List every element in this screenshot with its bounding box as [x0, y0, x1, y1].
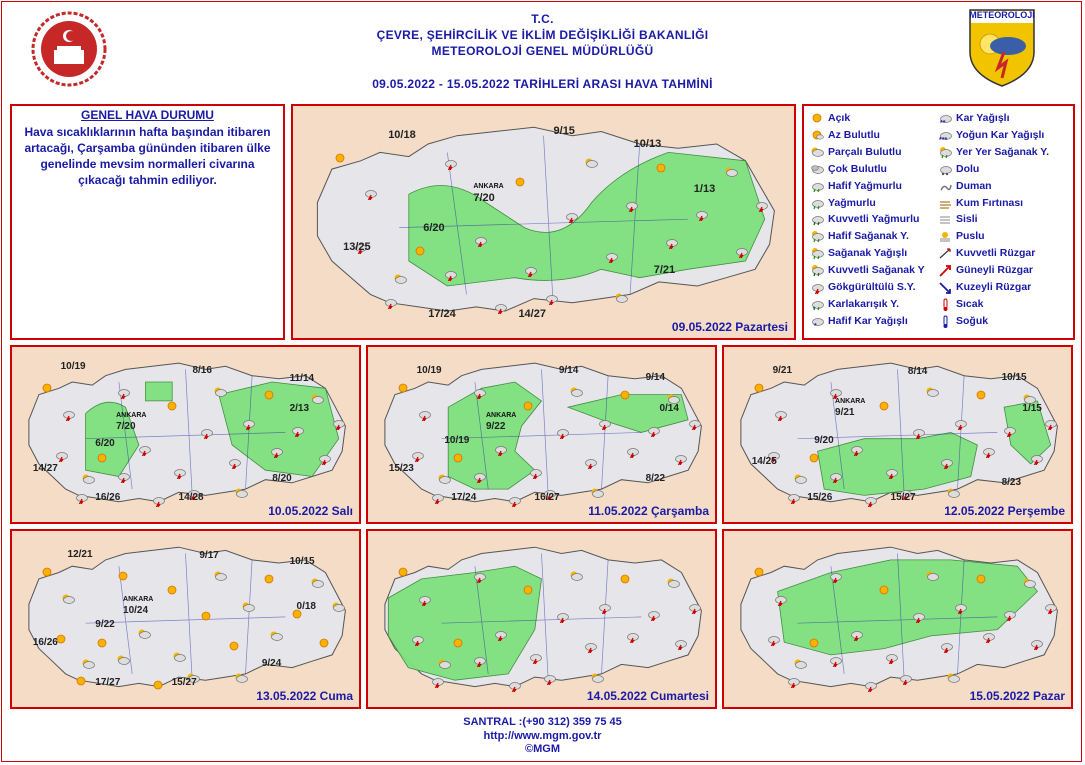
temperature-label: 10/18 — [388, 129, 416, 142]
legend-item-heavy-snow — [938, 129, 1044, 141]
temperature-label: 14/28 — [178, 492, 204, 503]
light-shower-icon — [810, 230, 824, 242]
heavy-shower-icon — [810, 264, 824, 276]
legend-label: Hafif Yağmurlu — [828, 179, 902, 192]
legend-item-hail — [938, 163, 979, 175]
temperature-label: 9/15 — [553, 124, 575, 137]
temperature-label: 17/24 — [428, 308, 456, 320]
footer-url[interactable]: http://www.mgm.gov.tr — [483, 730, 602, 742]
legend-label: Sisli — [956, 213, 978, 226]
legend-label: Hafif Kar Yağışlı — [828, 314, 908, 327]
temperature-label: 10/15 — [1001, 371, 1027, 383]
temperature-label: 8/16 — [192, 364, 212, 376]
temperature-label: 15/27 — [890, 492, 916, 503]
temperature-label: 17/24 — [451, 492, 477, 503]
legend-label: Sağanak Yağışlı — [828, 247, 908, 260]
legend-item-hot — [938, 298, 983, 310]
header-date-range: 09.05.2022 - 15.05.2022 TARİHLERİ ARASI HAVA TAHMİNİ — [372, 77, 713, 91]
temperature-label: 9/21 — [772, 364, 793, 376]
legend-item-sun-cloud — [810, 146, 902, 158]
temperature-label: 9/17 — [199, 550, 219, 562]
legend-label: Açık — [828, 112, 851, 124]
legend-item-sun-small-cloud — [810, 129, 880, 141]
general-weather-title: GENEL HAVA DURUMU — [81, 108, 214, 122]
general-weather-box — [10, 104, 285, 340]
legend-label: Puslu — [956, 230, 985, 243]
header-line1: T.C. — [531, 12, 554, 26]
temperature-label: 11/14 — [289, 373, 315, 385]
cloud-icon — [810, 163, 824, 175]
map-day-label: 15.05.2022 Pazar — [969, 689, 1065, 703]
temperature-label: 1/15 — [1022, 403, 1042, 414]
legend-item-heavy-rain — [810, 213, 919, 225]
capital-label: ANKARA — [116, 411, 147, 419]
temperature-label: 17/27 — [95, 677, 121, 688]
temperature-label: 10/15 — [289, 555, 315, 567]
legend-label: Sıcak — [956, 297, 984, 310]
forecast-map-day6 — [366, 529, 717, 709]
temperature-label: 9/20 — [814, 434, 834, 446]
map-day-label: 11.05.2022 Çarşamba — [588, 504, 709, 518]
temperature-label: 15/26 — [807, 492, 833, 503]
legend-item-rain — [810, 197, 876, 209]
legend-label: Kuvvetli Yağmurlu — [828, 213, 920, 226]
strong-wind-icon — [938, 247, 952, 259]
temperature-label: 8/22 — [645, 473, 666, 484]
map-day-label: 12.05.2022 Perşembe — [944, 504, 1065, 518]
legend-item-light-rain — [810, 180, 902, 192]
legend-item-heavy-shower — [810, 264, 925, 276]
legend-label: Kar Yağışlı — [956, 112, 1010, 124]
svg-text:*: * — [814, 322, 817, 328]
legend-item-scattered-shower — [938, 146, 1049, 158]
legend-label: Az Bulutlu — [828, 128, 880, 141]
legend-label: Kuvvetli Sağanak Y — [828, 264, 925, 277]
sun-cloud-icon — [810, 146, 824, 158]
legend-item-light-shower — [810, 230, 909, 242]
sandstorm-icon — [938, 197, 952, 209]
map-day-label: 09.05.2022 Pazartesi — [671, 320, 788, 334]
forecast-map-day4 — [722, 345, 1073, 524]
temperature-label: 10/19 — [60, 361, 86, 372]
temperature-label: 6/20 — [95, 438, 115, 449]
temperature-label: 0/14 — [659, 403, 679, 414]
forecast-map-day2 — [10, 345, 361, 524]
temperature-label: 15/27 — [171, 677, 197, 688]
hail-icon — [938, 163, 952, 175]
sun-small-cloud-icon — [810, 129, 824, 141]
temperature-label: 16/26 — [32, 636, 58, 648]
legend-item-sandstorm — [938, 197, 1023, 209]
legend-label: Kuzeyli Rüzgar — [956, 281, 1032, 293]
temperature-label: 9/24 — [261, 657, 282, 669]
legend-item-strong-wind — [938, 247, 1035, 259]
haze-icon — [938, 230, 952, 242]
legend-label: Hafif Sağanak Y. — [828, 230, 909, 243]
fog-icon — [938, 213, 952, 225]
temperature-label: 8/14 — [907, 366, 928, 378]
legend-item-light-snow — [810, 315, 908, 327]
capital-label: ANKARA — [835, 397, 866, 405]
hot-icon — [938, 298, 952, 310]
header-directorate: METEOROLOJİ GENEL MÜDÜRLÜĞÜ — [431, 44, 654, 58]
legend-label: Kuvvetli Rüzgar — [956, 247, 1036, 260]
sun-icon — [810, 112, 824, 124]
legend-label: Gökgürültülü S.Y. — [828, 281, 916, 293]
thunderstorm-icon — [810, 281, 824, 293]
legend-item-fog — [938, 213, 978, 225]
legend-label: Yoğun Kar Yağışlı — [956, 128, 1045, 141]
legend-item-smoke — [938, 180, 992, 192]
footer-phone: SANTRAL :(+90 312) 359 75 45 — [463, 716, 622, 728]
temperature-label: 0/18 — [296, 601, 316, 613]
forecast-map-day3 — [366, 345, 717, 524]
header-ministry: ÇEVRE, ŞEHİRCİLİK VE İKLİM DEĞİŞİKLİĞİ BAKANLIĞI — [376, 28, 709, 42]
map-day-label: 10.05.2022 Salı — [268, 504, 353, 518]
sleet-icon — [810, 298, 824, 310]
legend-label: Yağmurlu — [828, 196, 876, 209]
capital-label: ANKARA — [123, 595, 154, 603]
legend-item-south-wind — [938, 264, 1033, 276]
temperature-label: 1/13 — [693, 182, 716, 195]
logo-right-text: METEOROLOJİ — [969, 10, 1035, 20]
legend-label: Soğuk — [956, 314, 989, 327]
map-day-label: 13.05.2022 Cuma — [256, 689, 353, 703]
legend-label: Duman — [956, 179, 992, 192]
capital-label: ANKARA — [485, 411, 517, 419]
snow-icon — [938, 112, 952, 124]
legend-label: Yer Yer Sağanak Y. — [956, 145, 1050, 158]
heavy-rain-icon — [810, 213, 824, 225]
temperature-label: 6/20 — [423, 222, 445, 234]
temperature-label: 8/23 — [1001, 476, 1022, 488]
rain-icon — [810, 197, 824, 209]
temperature-label: 7/20 — [116, 420, 136, 432]
temperature-label: 12/21 — [67, 548, 93, 560]
temperature-label: 10/13 — [633, 138, 662, 151]
temperature-label: 2/13 — [289, 403, 310, 414]
legend-box — [802, 104, 1075, 340]
shower-icon — [810, 247, 824, 259]
temperature-label: 10/24 — [123, 604, 149, 616]
legend-label: Karlakarışık Y. — [828, 297, 900, 310]
temperature-label: 9/22 — [95, 619, 115, 630]
light-rain-icon — [810, 180, 824, 192]
map-day-label: 14.05.2022 Cumartesi — [586, 689, 709, 703]
capital-label: ANKARA — [473, 182, 504, 190]
temperature-label: 9/21 — [835, 406, 855, 418]
temperature-label: 13/25 — [343, 240, 371, 253]
svg-text:**: ** — [940, 120, 946, 125]
legend-label: Güneyli Rüzgar — [956, 264, 1034, 277]
forecast-map-day7 — [722, 529, 1073, 709]
temperature-label: 9/14 — [558, 364, 579, 376]
legend-label: Parçalı Bulutlu — [828, 145, 902, 158]
rain-zone — [146, 382, 173, 401]
light-snow-icon — [810, 315, 824, 327]
legend-item-cold — [938, 315, 988, 327]
temperature-label: 7/21 — [653, 263, 676, 276]
legend-item-sun — [810, 112, 850, 124]
temperature-label: 9/22 — [485, 420, 506, 432]
temperature-label: 14/25 — [751, 455, 777, 467]
cold-icon — [938, 315, 952, 327]
legend-item-shower — [810, 247, 907, 259]
legend-item-haze — [938, 230, 985, 242]
north-wind-icon — [938, 281, 952, 293]
south-wind-icon — [938, 264, 952, 276]
temperature-label: 10/19 — [444, 434, 470, 446]
temperature-label: 7/20 — [473, 191, 495, 204]
smoke-icon — [938, 180, 952, 192]
legend-item-north-wind — [938, 281, 1031, 293]
temperature-label: 14/27 — [518, 308, 546, 320]
svg-text:***: *** — [939, 136, 948, 142]
heavy-snow-icon — [938, 129, 952, 141]
general-weather-text: Hava sıcaklıklarının hafta başından itibaren artacağı, Çarşamba gününden itibaren ülke genelinde mevsim normalleri civarına çıkacağı tahmin ediliyor. — [24, 125, 271, 187]
temperature-label: 9/14 — [645, 371, 666, 383]
temperature-label: 15/23 — [388, 462, 414, 474]
legend-label: Kum Fırtınası — [956, 196, 1024, 209]
forecast-map-day5 — [10, 529, 361, 709]
footer-copyright: ©MGM — [525, 743, 560, 755]
temperature-label: 16/27 — [534, 492, 560, 503]
legend-item-thunderstorm — [810, 281, 916, 293]
scattered-shower-icon — [938, 146, 952, 158]
temperature-label: 8/20 — [272, 473, 292, 484]
forecast-map-day1 — [291, 104, 796, 340]
legend-label: Çok Bulutlu — [828, 162, 887, 175]
temperature-label: 16/26 — [95, 492, 121, 503]
legend-item-sleet — [810, 298, 899, 310]
legend-label: Dolu — [956, 162, 980, 175]
legend-item-cloud — [810, 163, 887, 175]
temperature-label: 14/27 — [32, 462, 58, 474]
temperature-label: 10/19 — [416, 364, 442, 376]
legend-item-snow — [938, 112, 1010, 124]
